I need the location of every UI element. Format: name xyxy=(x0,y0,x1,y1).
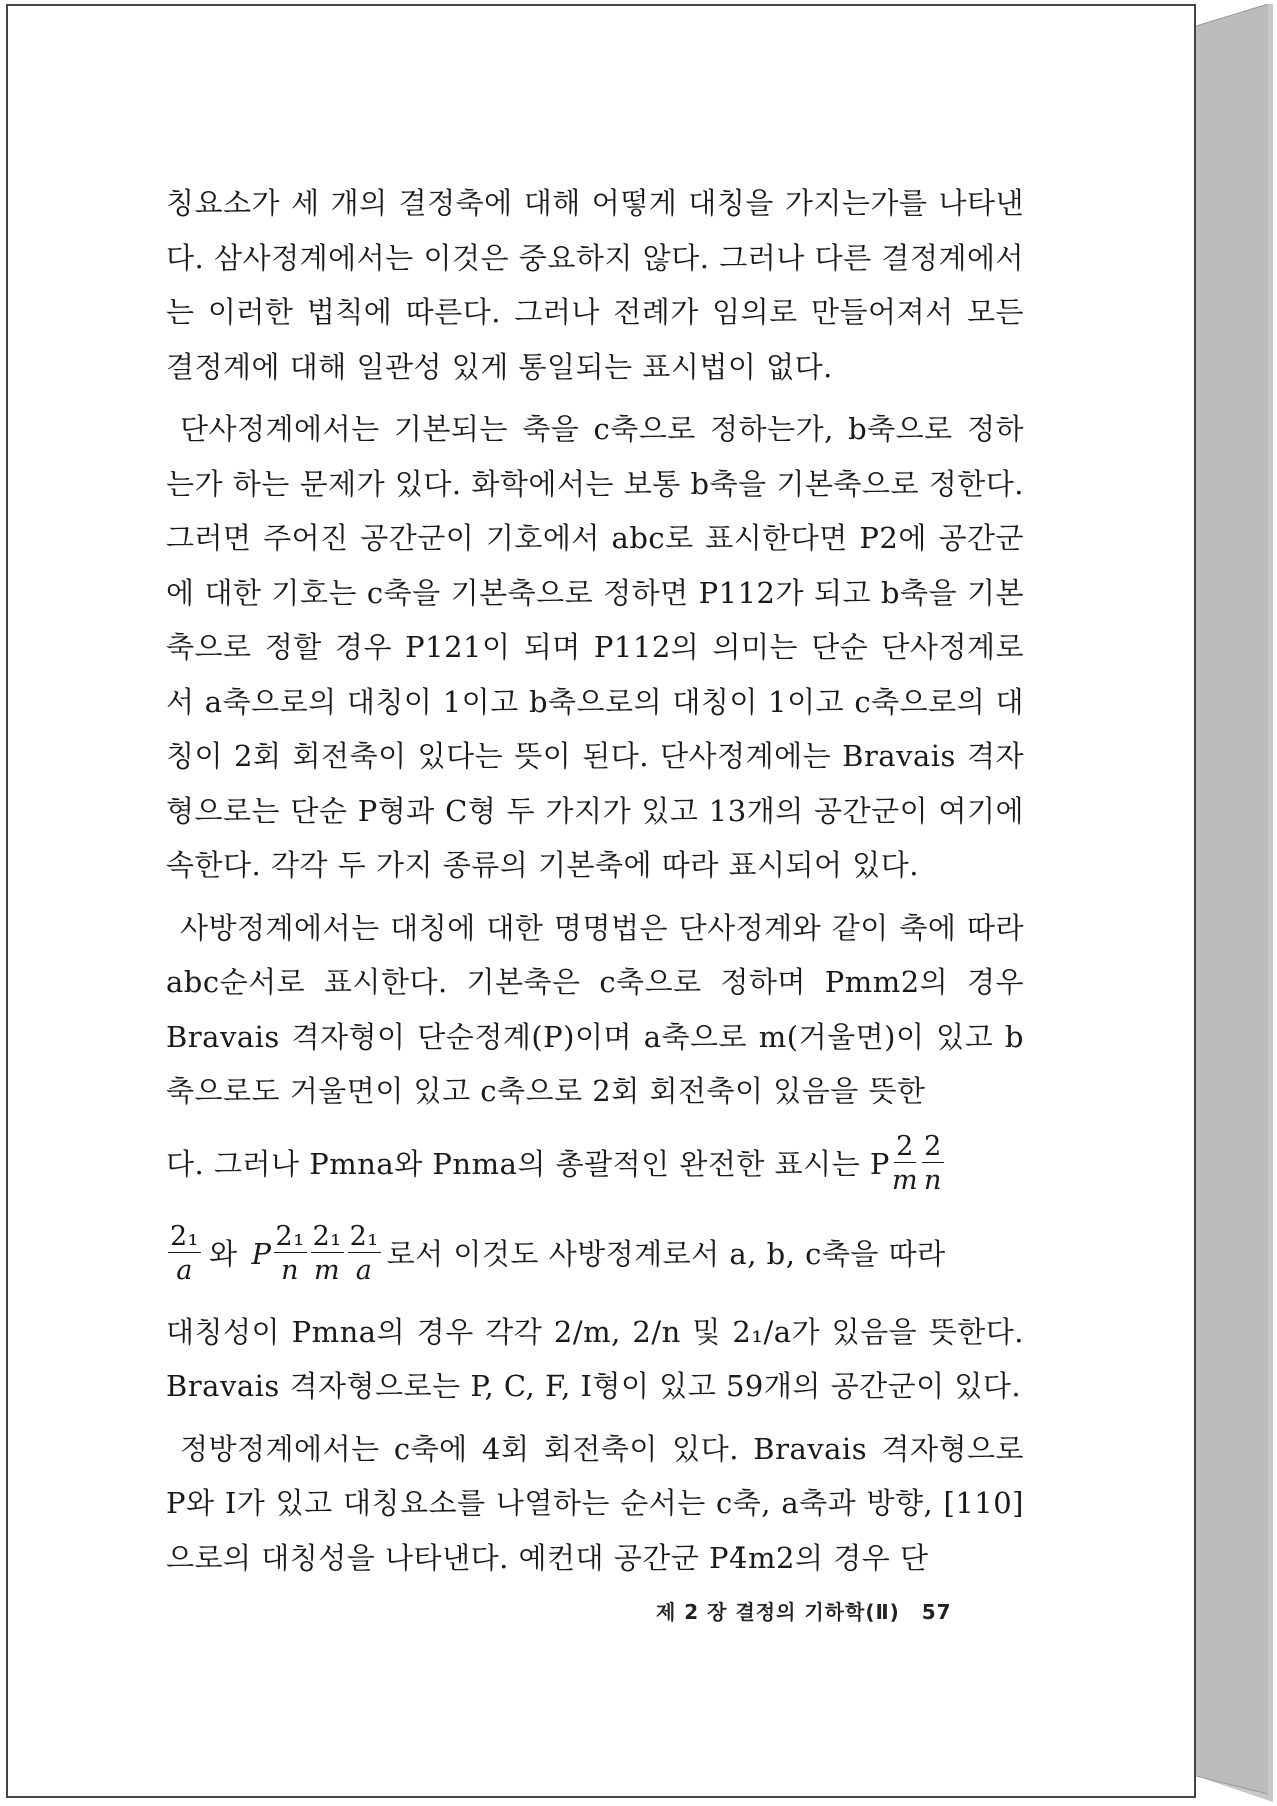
formula-line-1-text: 다. 그러나 Pmna와 Pnma의 총괄적인 완전한 표시는 P xyxy=(166,1146,890,1181)
fraction-numerator: 2₁ xyxy=(170,1221,200,1252)
fraction-21-over-m xyxy=(311,1223,344,1284)
fraction-2-over-n xyxy=(922,1133,944,1194)
fraction-numerator: 2₁ xyxy=(349,1221,379,1252)
fraction-denominator: n xyxy=(281,1255,299,1286)
paragraph-4: 대칭성이 Pmna의 경우 각각 2/m, 2/n 및 2₁/a가 있음을 뜻한다. Bravais 격자형으로는 P, C, F, I형이 있고 59개의 공간군이 있다. xyxy=(166,1314,1024,1403)
book-page-edge xyxy=(1196,4,1273,1802)
paragraph-2: 단사정계에서는 기본되는 축을 c축으로 정하는가, b축으로 정하는가 하는 문제가 있다. 화학에서는 보통 b축을 기본축으로 정한다. 그러면 주어진 공간군이 기호에서 abc로 표시한다면 P2에 공간군에 대한 기호는 c축을 기본축으로 정하면 P112가 되고 b축을 기본축으로 정할 경우 P121이 되며 P112의 의미는 단순 단사정계로서 a축으로의 대칭이 1이고 b축으로의 대칭이 1이고 c축으로의 대칭이 2회 회전축이 있다는 뜻이 된다. 단사정계에는 Bravais 격자형으로는 단순 P형과 C형 두 가지가 있고 13개의 공간군이 여기에 속한다. 각각 두 가지 종류의 기본축에 따라 표시되어 있다. xyxy=(166,412,1024,882)
fraction-denominator: n xyxy=(923,1165,942,1196)
fraction-denominator: m xyxy=(314,1255,341,1286)
formula-line-2-text: 로서 이것도 사방정계로서 a, b, c축을 따라 xyxy=(386,1236,946,1271)
fraction-numerator: 2 xyxy=(896,1131,914,1162)
fraction-21-over-n xyxy=(274,1223,307,1284)
symbol-p: P xyxy=(251,1236,272,1271)
paragraph-3: 사방정계에서는 대칭에 대한 명명법은 단사정계와 같이 축에 따라 abc순서로 표시한다. 기본축은 c축으로 정하며 Pmm2의 경우 Bravais 격자형이 단순정계(P)이며 a축으로 m(거울면)이 있고 b축으로도 거울면이 있고 c축으로 2회 회전축이 있음을 뜻한 xyxy=(166,910,1024,1108)
book-page xyxy=(6,4,1196,1798)
formula-line-2 xyxy=(166,1209,1024,1299)
fraction-21-over-a xyxy=(168,1223,201,1284)
fraction-denominator: m xyxy=(891,1165,919,1196)
paragraph-1: 칭요소가 세 개의 결정축에 대해 어떻게 대칭을 가지는가를 나타낸다. 삼사정계에서는 이것은 중요하지 않다. 그러나 다른 결정계에서는 이러한 법칙에 따른다. 그러나 전례가 임의로 만들어져서 모든 결정계에 대해 일관성 있게 통일되는 표시법이 없다. xyxy=(166,186,1024,384)
conjunction-text: 와 xyxy=(209,1236,238,1271)
fraction-denominator: a xyxy=(355,1255,373,1286)
formula-line-1 xyxy=(166,1119,1024,1209)
page-footer xyxy=(656,1596,952,1625)
fraction-numerator: 2₁ xyxy=(312,1221,342,1252)
fraction-denominator: a xyxy=(176,1255,193,1286)
page-body xyxy=(166,176,1024,1585)
fraction-numerator: 2₁ xyxy=(275,1221,305,1252)
page-number: 57 xyxy=(921,1600,952,1624)
fraction-2-over-m xyxy=(892,1133,918,1194)
chapter-title: 제 2 장 결정의 기하학(Ⅱ) xyxy=(656,1600,900,1624)
fraction-21-over-a xyxy=(348,1223,381,1284)
paragraph-5: 정방정계에서는 c축에 4회 회전축이 있다. Bravais 격자형으로 P와 I가 있고 대칭요소를 나열하는 순서는 c축, a축과 방향, [110]으로의 대칭성을 나타낸다. 예컨대 공간군 P4̄m2의 경우 단 xyxy=(166,1431,1024,1575)
fraction-numerator: 2 xyxy=(924,1131,942,1162)
